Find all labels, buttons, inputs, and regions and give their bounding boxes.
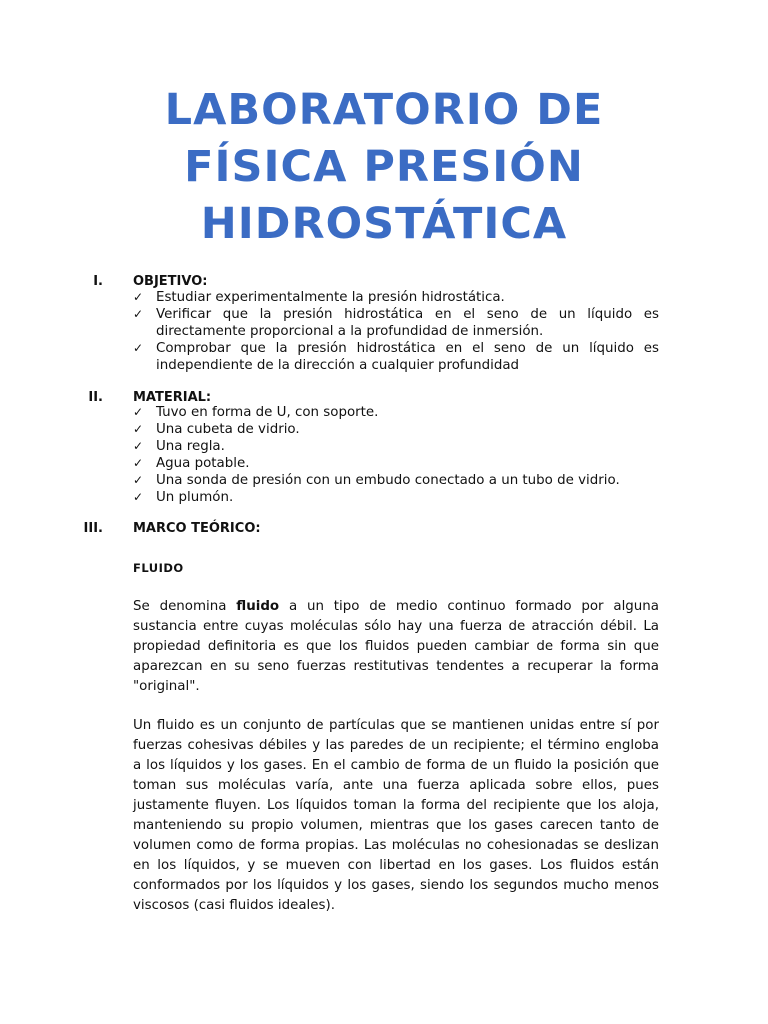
check-icon: ✓ <box>133 307 144 321</box>
check-icon: ✓ <box>133 422 144 436</box>
section-number: I. <box>93 274 103 289</box>
list-item: ✓ Un plumón. <box>133 490 234 505</box>
check-icon: ✓ <box>133 405 144 419</box>
check-icon: ✓ <box>133 290 144 304</box>
list-item: ✓ Una cubeta de vidrio. <box>133 422 300 437</box>
list-item: ✓ Una sonda de presión con un embudo conectado a un tubo de vidrio. <box>133 473 620 488</box>
section-number: II. <box>88 390 103 405</box>
list-item: ✓ Estudiar experimentalmente la presión hidrostática. <box>133 290 505 305</box>
check-icon: ✓ <box>133 456 144 470</box>
title-line-3: HIDROSTÁTICA <box>200 199 568 249</box>
list-item: ✓ Comprobar que la presión hidrostática en el seno de un líquido es independiente de la dirección a cualquier profundidad <box>133 341 659 373</box>
fluido-paragraph-2: Un fluido es un conjunto de partículas que se mantienen unidas entre sí por fuerzas cohesivas débiles y las paredes de un recipiente; el término engloba a los líquidos y los gases. En el cambio de forma de un fluido la posición que toman sus moléculas varía, ante una fuerza aplicada sobre ellos, pues justamente fluyen. Los líquidos toman la forma del recipiente que los aloja, manteniendo su propio volumen, mientras que los gases carecen tanto de volumen como de forma propias. Las moléculas no cohesionadas se deslizan en los líquidos, y se mueven con libertad en los gases. Los fluidos están conformados por los líquidos y los gases, siendo los segundos mucho menos viscosos (casi fluidos ideales). <box>133 718 659 913</box>
fluido-heading: FLUIDO <box>133 561 184 575</box>
check-icon: ✓ <box>133 473 144 487</box>
fluido-paragraph-1: Se denomina fluido a un tipo de medio continuo formado por alguna sustancia entre cuyas moléculas sólo hay una fuerza de atracción débil. La propiedad definitoria es que los fluidos pueden cambiar de forma sin que aparezcan en su seno fuerzas restitutivas tendentes a recuperar la forma "original". <box>133 599 659 694</box>
check-icon: ✓ <box>133 490 144 504</box>
document-title <box>0 82 768 253</box>
list-item: ✓ Tuvo en forma de U, con soporte. <box>133 405 379 420</box>
list-item: ✓ Una regla. <box>133 439 225 454</box>
check-icon: ✓ <box>133 439 144 453</box>
title-line-1: LABORATORIO DE <box>164 85 604 135</box>
section-label: MARCO TEÓRICO: <box>133 521 261 536</box>
objetivo-list <box>133 289 659 374</box>
material-list <box>133 404 659 506</box>
check-icon: ✓ <box>133 341 144 355</box>
section-number: III. <box>83 521 103 536</box>
section-label: OBJETIVO: <box>133 274 208 289</box>
section-label: MATERIAL: <box>133 390 212 405</box>
list-item: ✓ Verificar que la presión hidrostática en el seno de un líquido es directamente proporcional a la profundidad de inmersión. <box>133 307 659 339</box>
list-item: ✓ Agua potable. <box>133 456 250 471</box>
title-line-2: FÍSICA PRESIÓN <box>184 142 584 192</box>
fluido-term: fluido <box>236 599 280 614</box>
